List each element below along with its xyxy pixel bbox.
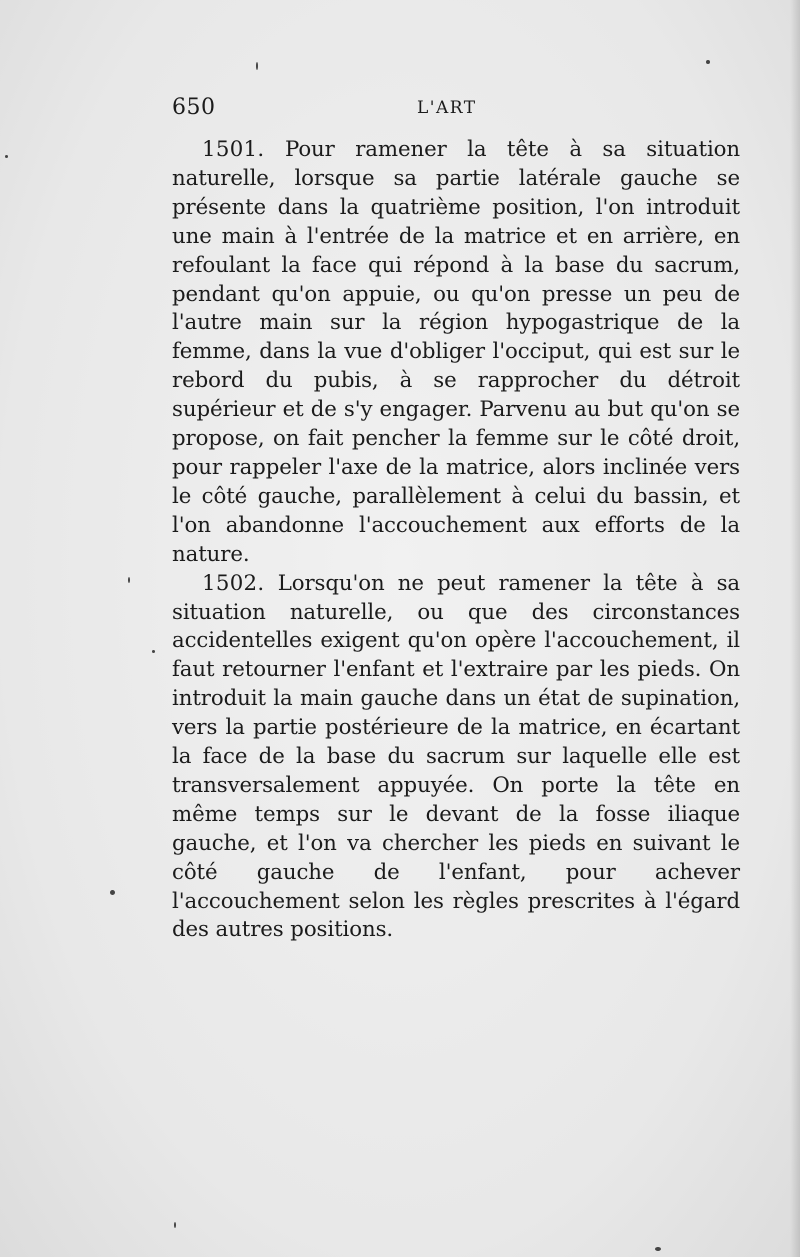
page-edge-shadow: [790, 0, 800, 1257]
paragraph-1502: [172, 570, 740, 946]
paper-speck: [128, 577, 130, 583]
paper-speck: [655, 1247, 661, 1251]
running-title: L'ART: [417, 98, 477, 118]
paper-speck: [256, 62, 258, 70]
paper-speck: [706, 60, 710, 64]
page-number: 650: [172, 95, 216, 120]
paragraph-number: 1502.: [202, 570, 265, 596]
paper-speck: [110, 890, 115, 895]
paper-speck: [5, 155, 8, 158]
paper-speck: [174, 1222, 176, 1228]
paper-speck: [152, 650, 155, 653]
paragraph-1501: [172, 136, 740, 570]
paragraph-text: Lorsqu'on ne peut ramener la tête à sa situation naturelle, ou que des circonstances accidentelles exigent qu'on opère l'accouchement, il faut retourner l'enfant et l'extraire par les pieds. On introduit la main gauche dans un état de supination, vers la partie postérieure de la matrice, en écartant la face de la base du sacrum sur laquelle elle est transversalement appuyée. On porte la tête en même temps sur le devant de la fosse iliaque gauche, et l'on va chercher les pieds en suivant le côté gauche de l'enfant, pour achever l'accouchement selon les règles prescrites à l'égard des autres positions.: [172, 570, 740, 943]
page-body: [172, 136, 740, 945]
paragraph-text: Pour ramener la tête à sa situation naturelle, lorsque sa partie latérale gauche se présente dans la quatrième position, l'on introduit une main à l'entrée de la matrice et en arrière, en refoulant la face qui répond à la base du sacrum, pendant qu'on appuie, ou qu'on presse un peu de l'autre main sur la région hypogastrique de la femme, dans la vue d'obliger l'occiput, qui est sur le rebord du pubis, à se rapprocher du détroit supérieur et de s'y engager. Parvenu au but qu'on se propose, on fait pencher la femme sur le côté droit, pour rappeler l'axe de la matrice, alors inclinée vers le côté gauche, parallèlement à celui du bassin, et l'on abandonne l'accouchement aux efforts de la nature.: [172, 137, 741, 567]
page-header: [172, 95, 740, 125]
paragraph-number: 1501.: [202, 137, 265, 162]
